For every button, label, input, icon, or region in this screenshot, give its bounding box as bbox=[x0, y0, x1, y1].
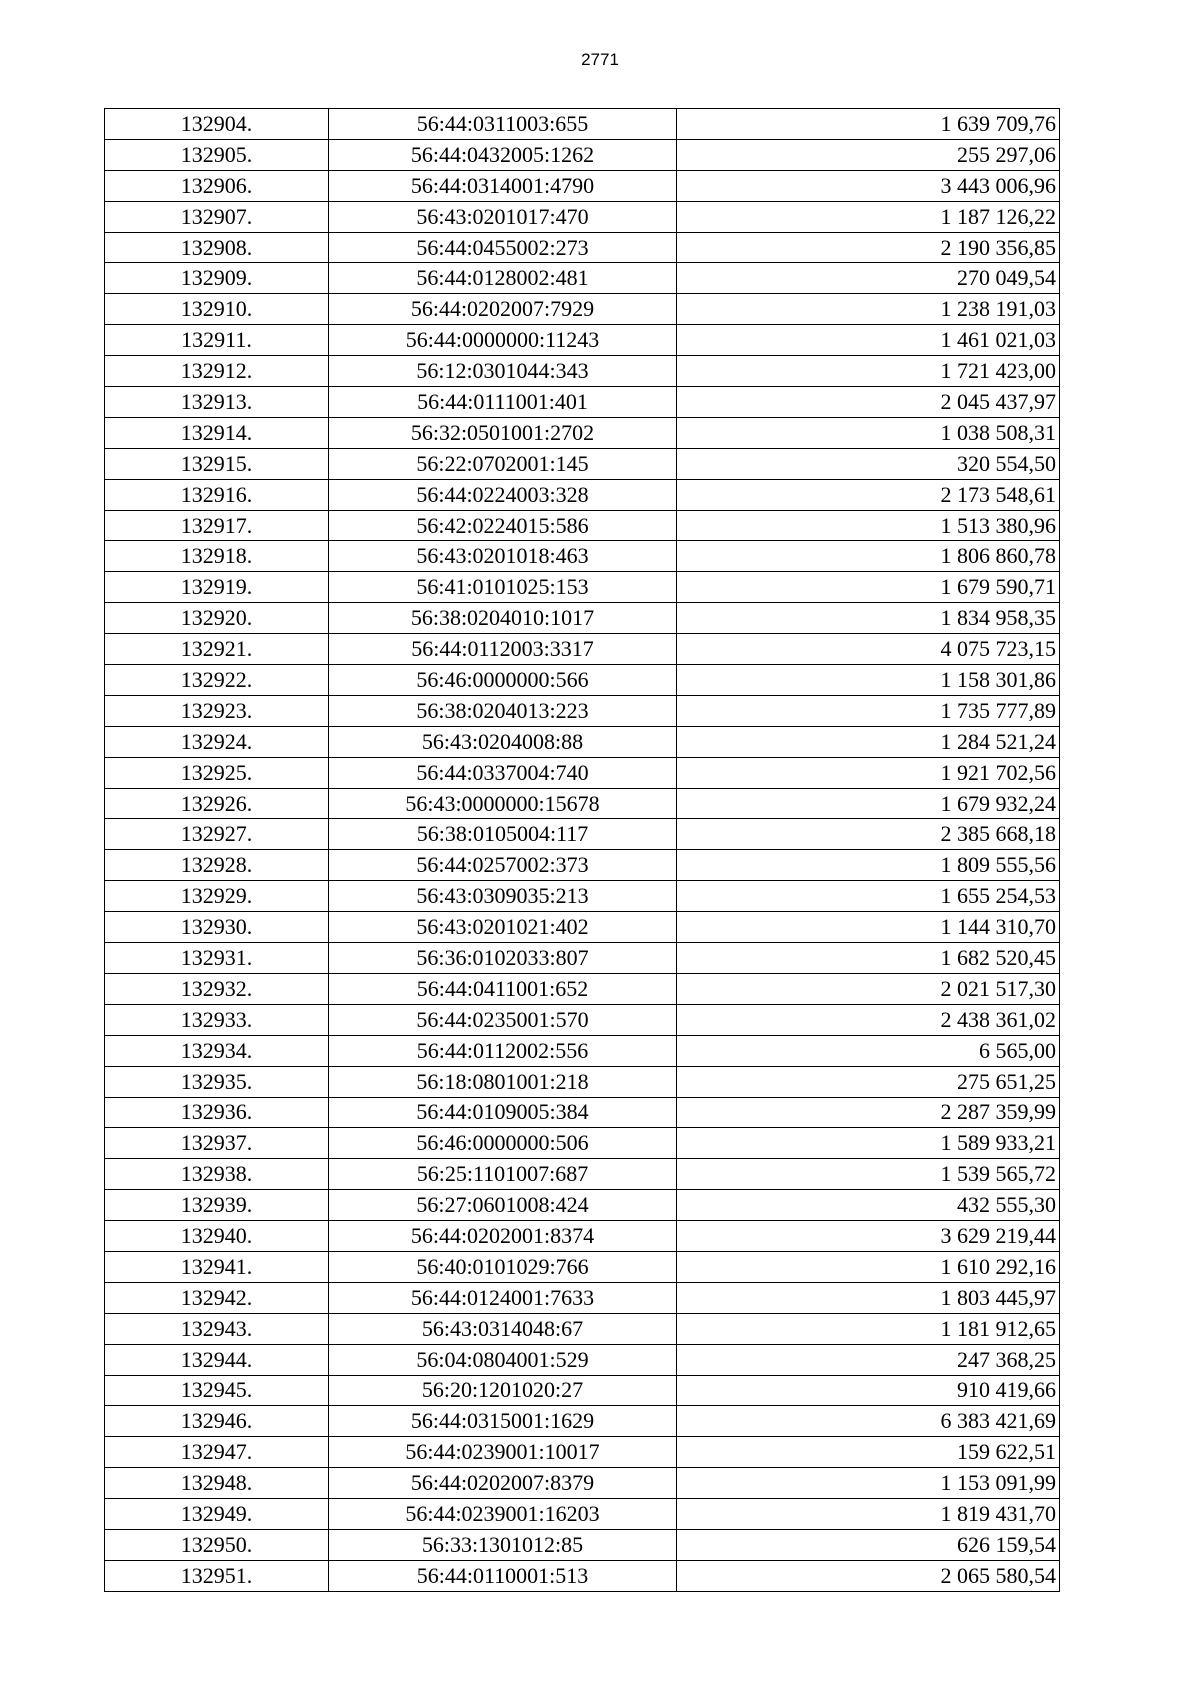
table-row bbox=[105, 1004, 1060, 1035]
cadastral-number-cell: 56:12:0301044:343 bbox=[329, 356, 677, 387]
table-row bbox=[105, 1251, 1060, 1282]
table-row bbox=[105, 665, 1060, 696]
cadastral-number-cell: 56:18:0801001:218 bbox=[329, 1066, 677, 1097]
value-cell: 2 045 437,97 bbox=[677, 387, 1060, 418]
cadastral-number-cell: 56:44:0128002:481 bbox=[329, 263, 677, 294]
row-number-cell: 132918. bbox=[105, 541, 329, 572]
cadastral-number-cell: 56:38:0105004:117 bbox=[329, 819, 677, 850]
row-number-cell: 132936. bbox=[105, 1097, 329, 1128]
cadastral-number-cell: 56:46:0000000:566 bbox=[329, 665, 677, 696]
value-cell: 1 834 958,35 bbox=[677, 603, 1060, 634]
cadastral-number-cell: 56:44:0411001:652 bbox=[329, 973, 677, 1004]
value-cell: 1 921 702,56 bbox=[677, 757, 1060, 788]
table-row bbox=[105, 572, 1060, 603]
cadastral-number-cell: 56:44:0224003:328 bbox=[329, 479, 677, 510]
row-number-cell: 132909. bbox=[105, 263, 329, 294]
table-row bbox=[105, 1035, 1060, 1066]
cadastral-number-cell: 56:43:0000000:15678 bbox=[329, 788, 677, 819]
table-row bbox=[105, 109, 1060, 140]
value-cell: 432 555,30 bbox=[677, 1190, 1060, 1221]
row-number-cell: 132924. bbox=[105, 726, 329, 757]
table-row bbox=[105, 1560, 1060, 1591]
table-row bbox=[105, 603, 1060, 634]
value-cell: 3 443 006,96 bbox=[677, 170, 1060, 201]
table-row bbox=[105, 1282, 1060, 1313]
table-row bbox=[105, 325, 1060, 356]
value-cell: 255 297,06 bbox=[677, 139, 1060, 170]
cadastral-number-cell: 56:36:0102033:807 bbox=[329, 943, 677, 974]
cadastral-number-cell: 56:44:0110001:513 bbox=[329, 1560, 677, 1591]
table-row bbox=[105, 1221, 1060, 1252]
row-number-cell: 132925. bbox=[105, 757, 329, 788]
value-cell: 159 622,51 bbox=[677, 1437, 1060, 1468]
row-number-cell: 132938. bbox=[105, 1159, 329, 1190]
cadastral-number-cell: 56:44:0239001:16203 bbox=[329, 1499, 677, 1530]
row-number-cell: 132949. bbox=[105, 1499, 329, 1530]
value-cell: 1 144 310,70 bbox=[677, 912, 1060, 943]
cadastral-number-cell: 56:44:0257002:373 bbox=[329, 850, 677, 881]
value-cell: 6 565,00 bbox=[677, 1035, 1060, 1066]
row-number-cell: 132921. bbox=[105, 634, 329, 665]
table-row bbox=[105, 1128, 1060, 1159]
table-row bbox=[105, 973, 1060, 1004]
table-row bbox=[105, 1066, 1060, 1097]
value-cell: 1 038 508,31 bbox=[677, 417, 1060, 448]
row-number-cell: 132929. bbox=[105, 881, 329, 912]
row-number-cell: 132933. bbox=[105, 1004, 329, 1035]
page-number: 2771 bbox=[581, 50, 619, 69]
cadastral-number-cell: 56:44:0202007:7929 bbox=[329, 294, 677, 325]
value-cell: 1 158 301,86 bbox=[677, 665, 1060, 696]
table-body bbox=[105, 109, 1060, 1592]
value-cell: 1 819 431,70 bbox=[677, 1499, 1060, 1530]
cadastral-number-cell: 56:44:0314001:4790 bbox=[329, 170, 677, 201]
row-number-cell: 132905. bbox=[105, 139, 329, 170]
cadastral-number-cell: 56:44:0315001:1629 bbox=[329, 1406, 677, 1437]
table-row bbox=[105, 170, 1060, 201]
value-cell: 2 173 548,61 bbox=[677, 479, 1060, 510]
table-row bbox=[105, 1159, 1060, 1190]
value-cell: 1 655 254,53 bbox=[677, 881, 1060, 912]
cadastral-value-table bbox=[104, 108, 1060, 1592]
row-number-cell: 132941. bbox=[105, 1251, 329, 1282]
cadastral-number-cell: 56:44:0239001:10017 bbox=[329, 1437, 677, 1468]
value-cell: 1 181 912,65 bbox=[677, 1313, 1060, 1344]
value-cell: 1 589 933,21 bbox=[677, 1128, 1060, 1159]
row-number-cell: 132947. bbox=[105, 1437, 329, 1468]
table-row bbox=[105, 1097, 1060, 1128]
table-row bbox=[105, 788, 1060, 819]
row-number-cell: 132939. bbox=[105, 1190, 329, 1221]
value-cell: 270 049,54 bbox=[677, 263, 1060, 294]
row-number-cell: 132911. bbox=[105, 325, 329, 356]
row-number-cell: 132943. bbox=[105, 1313, 329, 1344]
value-cell: 626 159,54 bbox=[677, 1529, 1060, 1560]
row-number-cell: 132940. bbox=[105, 1221, 329, 1252]
row-number-cell: 132904. bbox=[105, 109, 329, 140]
cadastral-number-cell: 56:44:0112003:3317 bbox=[329, 634, 677, 665]
row-number-cell: 132935. bbox=[105, 1066, 329, 1097]
row-number-cell: 132922. bbox=[105, 665, 329, 696]
value-cell: 1 238 191,03 bbox=[677, 294, 1060, 325]
value-cell: 1 721 423,00 bbox=[677, 356, 1060, 387]
row-number-cell: 132934. bbox=[105, 1035, 329, 1066]
row-number-cell: 132917. bbox=[105, 510, 329, 541]
cadastral-number-cell: 56:40:0101029:766 bbox=[329, 1251, 677, 1282]
row-number-cell: 132950. bbox=[105, 1529, 329, 1560]
value-cell: 6 383 421,69 bbox=[677, 1406, 1060, 1437]
table-row bbox=[105, 201, 1060, 232]
cadastral-number-cell: 56:44:0455002:273 bbox=[329, 232, 677, 263]
cadastral-number-cell: 56:43:0204008:88 bbox=[329, 726, 677, 757]
row-number-cell: 132907. bbox=[105, 201, 329, 232]
table-row bbox=[105, 850, 1060, 881]
cadastral-number-cell: 56:38:0204010:1017 bbox=[329, 603, 677, 634]
cadastral-number-cell: 56:43:0201017:470 bbox=[329, 201, 677, 232]
table-row bbox=[105, 1190, 1060, 1221]
row-number-cell: 132920. bbox=[105, 603, 329, 634]
value-cell: 2 287 359,99 bbox=[677, 1097, 1060, 1128]
cadastral-number-cell: 56:43:0201021:402 bbox=[329, 912, 677, 943]
table-row bbox=[105, 695, 1060, 726]
row-number-cell: 132916. bbox=[105, 479, 329, 510]
table-row bbox=[105, 912, 1060, 943]
value-cell: 1 513 380,96 bbox=[677, 510, 1060, 541]
cadastral-number-cell: 56:04:0804001:529 bbox=[329, 1344, 677, 1375]
value-cell: 1 461 021,03 bbox=[677, 325, 1060, 356]
value-cell: 320 554,50 bbox=[677, 448, 1060, 479]
value-cell: 1 682 520,45 bbox=[677, 943, 1060, 974]
row-number-cell: 132914. bbox=[105, 417, 329, 448]
value-cell: 1 187 126,22 bbox=[677, 201, 1060, 232]
value-cell: 1 809 555,56 bbox=[677, 850, 1060, 881]
value-cell: 1 539 565,72 bbox=[677, 1159, 1060, 1190]
table-row bbox=[105, 819, 1060, 850]
cadastral-number-cell: 56:44:0311003:655 bbox=[329, 109, 677, 140]
cadastral-number-cell: 56:20:1201020:27 bbox=[329, 1375, 677, 1406]
cadastral-number-cell: 56:22:0702001:145 bbox=[329, 448, 677, 479]
value-cell: 1 803 445,97 bbox=[677, 1282, 1060, 1313]
value-cell: 3 629 219,44 bbox=[677, 1221, 1060, 1252]
value-cell: 275 651,25 bbox=[677, 1066, 1060, 1097]
cadastral-number-cell: 56:43:0201018:463 bbox=[329, 541, 677, 572]
row-number-cell: 132931. bbox=[105, 943, 329, 974]
row-number-cell: 132945. bbox=[105, 1375, 329, 1406]
table-row bbox=[105, 510, 1060, 541]
value-cell: 247 368,25 bbox=[677, 1344, 1060, 1375]
value-cell: 1 679 932,24 bbox=[677, 788, 1060, 819]
cadastral-number-cell: 56:33:1301012:85 bbox=[329, 1529, 677, 1560]
table-row bbox=[105, 1529, 1060, 1560]
table-row bbox=[105, 294, 1060, 325]
table-row bbox=[105, 1344, 1060, 1375]
value-cell: 2 385 668,18 bbox=[677, 819, 1060, 850]
cadastral-number-cell: 56:44:0235001:570 bbox=[329, 1004, 677, 1035]
cadastral-number-cell: 56:43:0309035:213 bbox=[329, 881, 677, 912]
value-cell: 1 639 709,76 bbox=[677, 109, 1060, 140]
row-number-cell: 132948. bbox=[105, 1468, 329, 1499]
cadastral-number-cell: 56:38:0204013:223 bbox=[329, 695, 677, 726]
cadastral-number-cell: 56:44:0202001:8374 bbox=[329, 1221, 677, 1252]
value-cell: 1 610 292,16 bbox=[677, 1251, 1060, 1282]
cadastral-number-cell: 56:44:0337004:740 bbox=[329, 757, 677, 788]
table-row bbox=[105, 1313, 1060, 1344]
row-number-cell: 132928. bbox=[105, 850, 329, 881]
cadastral-number-cell: 56:44:0109005:384 bbox=[329, 1097, 677, 1128]
table-row bbox=[105, 757, 1060, 788]
row-number-cell: 132915. bbox=[105, 448, 329, 479]
cadastral-number-cell: 56:46:0000000:506 bbox=[329, 1128, 677, 1159]
table-row bbox=[105, 356, 1060, 387]
value-cell: 2 021 517,30 bbox=[677, 973, 1060, 1004]
table-row bbox=[105, 448, 1060, 479]
table-row bbox=[105, 387, 1060, 418]
table-row bbox=[105, 479, 1060, 510]
value-cell: 2 065 580,54 bbox=[677, 1560, 1060, 1591]
row-number-cell: 132912. bbox=[105, 356, 329, 387]
table-row bbox=[105, 1499, 1060, 1530]
table-row bbox=[105, 1437, 1060, 1468]
value-cell: 1 806 860,78 bbox=[677, 541, 1060, 572]
table-row bbox=[105, 1375, 1060, 1406]
table-row bbox=[105, 417, 1060, 448]
table-row bbox=[105, 263, 1060, 294]
row-number-cell: 132942. bbox=[105, 1282, 329, 1313]
row-number-cell: 132923. bbox=[105, 695, 329, 726]
value-cell: 1 153 091,99 bbox=[677, 1468, 1060, 1499]
cadastral-number-cell: 56:44:0202007:8379 bbox=[329, 1468, 677, 1499]
value-cell: 910 419,66 bbox=[677, 1375, 1060, 1406]
row-number-cell: 132951. bbox=[105, 1560, 329, 1591]
value-cell: 1 284 521,24 bbox=[677, 726, 1060, 757]
row-number-cell: 132906. bbox=[105, 170, 329, 201]
value-cell: 4 075 723,15 bbox=[677, 634, 1060, 665]
row-number-cell: 132910. bbox=[105, 294, 329, 325]
table-row bbox=[105, 634, 1060, 665]
table-row bbox=[105, 541, 1060, 572]
table-row bbox=[105, 881, 1060, 912]
table-row bbox=[105, 943, 1060, 974]
row-number-cell: 132919. bbox=[105, 572, 329, 603]
row-number-cell: 132913. bbox=[105, 387, 329, 418]
value-cell: 1 735 777,89 bbox=[677, 695, 1060, 726]
cadastral-number-cell: 56:44:0432005:1262 bbox=[329, 139, 677, 170]
table-row bbox=[105, 232, 1060, 263]
row-number-cell: 132946. bbox=[105, 1406, 329, 1437]
row-number-cell: 132908. bbox=[105, 232, 329, 263]
row-number-cell: 132932. bbox=[105, 973, 329, 1004]
value-cell: 2 438 361,02 bbox=[677, 1004, 1060, 1035]
value-cell: 1 679 590,71 bbox=[677, 572, 1060, 603]
cadastral-number-cell: 56:25:1101007:687 bbox=[329, 1159, 677, 1190]
table-row bbox=[105, 1406, 1060, 1437]
cadastral-number-cell: 56:44:0000000:11243 bbox=[329, 325, 677, 356]
cadastral-number-cell: 56:27:0601008:424 bbox=[329, 1190, 677, 1221]
cadastral-number-cell: 56:43:0314048:67 bbox=[329, 1313, 677, 1344]
table-row bbox=[105, 139, 1060, 170]
cadastral-number-cell: 56:42:0224015:586 bbox=[329, 510, 677, 541]
row-number-cell: 132937. bbox=[105, 1128, 329, 1159]
row-number-cell: 132930. bbox=[105, 912, 329, 943]
row-number-cell: 132926. bbox=[105, 788, 329, 819]
cadastral-number-cell: 56:44:0124001:7633 bbox=[329, 1282, 677, 1313]
cadastral-number-cell: 56:44:0112002:556 bbox=[329, 1035, 677, 1066]
cadastral-number-cell: 56:32:0501001:2702 bbox=[329, 417, 677, 448]
cadastral-number-cell: 56:44:0111001:401 bbox=[329, 387, 677, 418]
value-cell: 2 190 356,85 bbox=[677, 232, 1060, 263]
row-number-cell: 132944. bbox=[105, 1344, 329, 1375]
table-row bbox=[105, 1468, 1060, 1499]
row-number-cell: 132927. bbox=[105, 819, 329, 850]
table-row bbox=[105, 726, 1060, 757]
cadastral-number-cell: 56:41:0101025:153 bbox=[329, 572, 677, 603]
